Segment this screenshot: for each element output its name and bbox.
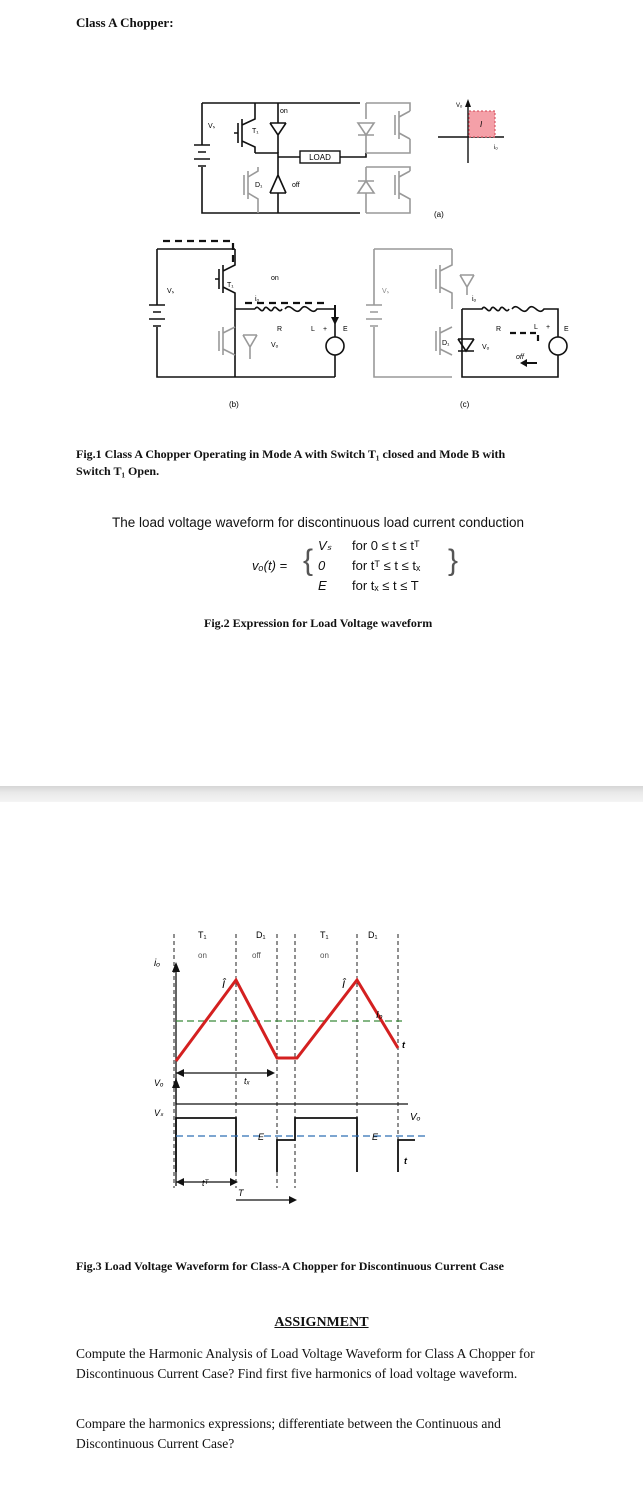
- svg-text:D₁: D₁: [256, 930, 266, 940]
- svg-text:L: L: [311, 326, 315, 333]
- svg-text:Vₛ: Vₛ: [208, 123, 216, 130]
- svg-text:off: off: [292, 182, 300, 189]
- equation-conditions: for 0 ≤ t ≤ tᵀ for tᵀ ≤ t ≤ tₓ for tₓ ≤ t ≤ T: [352, 538, 421, 593]
- svg-text:E: E: [372, 1132, 379, 1142]
- svg-text:T₁: T₁: [320, 930, 329, 940]
- svg-text:E: E: [258, 1132, 265, 1142]
- svg-text:Vₒ: Vₒ: [410, 1112, 421, 1123]
- svg-text:L: L: [534, 324, 538, 331]
- svg-text:on: on: [320, 951, 329, 960]
- fig1-caption: Fig.1 Class A Chopper Operating in Mode A with Switch T₁ closed and Mode B with Switch T₁ Open.: [76, 447, 506, 478]
- svg-text:t: t: [404, 1156, 407, 1166]
- equation-brace-right: }: [448, 544, 459, 577]
- svg-text:T₁: T₁: [227, 282, 234, 289]
- svg-text:+: +: [323, 326, 328, 333]
- assignment-question-2: Compare the harmonics expressions; differentiate between the Continuous and Discontinuous Current Case?: [76, 1416, 501, 1451]
- svg-text:R: R: [277, 326, 283, 333]
- svg-text:iₒ: iₒ: [255, 296, 260, 303]
- fig2-caption: Fig.2 Expression for Load Voltage waveform: [204, 616, 433, 630]
- equation-lhs: vₒ(t) =: [252, 558, 288, 573]
- svg-text:T₁: T₁: [198, 930, 207, 940]
- svg-text:tᵀ: tᵀ: [202, 1178, 209, 1188]
- svg-text:D₁: D₁: [442, 340, 450, 347]
- svg-text:I: I: [480, 120, 483, 129]
- svg-text:iₒ: iₒ: [472, 296, 477, 303]
- svg-text:Vₒ: Vₒ: [482, 344, 490, 351]
- svg-text:iₒ: iₒ: [494, 145, 498, 151]
- svg-text:LOAD: LOAD: [309, 153, 331, 162]
- svg-text:T₁: T₁: [252, 128, 259, 135]
- svg-text:iₒ: iₒ: [154, 958, 161, 969]
- svg-text:Vₒ: Vₒ: [154, 1078, 164, 1088]
- svg-text:Vₛ: Vₛ: [382, 288, 390, 295]
- svg-text:Iₒ: Iₒ: [376, 1010, 383, 1021]
- fig1b-circuit: [145, 235, 365, 410]
- svg-text:Î: Î: [342, 979, 346, 991]
- svg-text:Vₒ: Vₒ: [456, 103, 463, 109]
- svg-text:Vₒ: Vₒ: [271, 342, 279, 349]
- fig1a-circuit: [190, 95, 520, 225]
- assignment-question-1: Compute the Harmonic Analysis of Load Voltage Waveform for Class A Chopper for Discontinuous Current Case? Find first five harmonics of load voltage waveform.: [76, 1346, 535, 1381]
- svg-text:R: R: [496, 326, 502, 333]
- fig2-intro: The load voltage waveform for discontinuous load current conduction: [112, 515, 524, 530]
- fig3-caption: Fig.3 Load Voltage Waveform for Class-A Chopper for Discontinuous Current Case: [76, 1259, 504, 1273]
- svg-text:T: T: [238, 1188, 244, 1198]
- svg-text:E: E: [343, 326, 348, 333]
- equation-values: Vₛ 0 E: [318, 538, 332, 593]
- svg-text:on: on: [271, 275, 279, 282]
- svg-text:t: t: [402, 1040, 405, 1050]
- svg-text:Vₛ: Vₛ: [154, 1108, 164, 1118]
- fig1c-circuit: [362, 235, 582, 410]
- svg-text:D₁: D₁: [255, 182, 263, 189]
- svg-text:off: off: [252, 951, 261, 960]
- svg-text:tₓ: tₓ: [244, 1076, 250, 1086]
- svg-text:D₁: D₁: [368, 930, 378, 940]
- fig3-waveform: [140, 918, 440, 1208]
- svg-text:E: E: [564, 326, 569, 333]
- svg-text:on: on: [280, 108, 288, 115]
- svg-text:(c): (c): [460, 400, 470, 409]
- svg-text:(a): (a): [434, 210, 444, 219]
- svg-text:off: off: [516, 354, 524, 361]
- svg-text:Î: Î: [222, 979, 226, 991]
- svg-text:(b): (b): [229, 400, 239, 409]
- page-separator: [0, 786, 643, 802]
- svg-text:+: +: [546, 324, 551, 331]
- doc-title: Class A Chopper:: [76, 15, 174, 30]
- assignment-title: ASSIGNMENT: [274, 1315, 369, 1330]
- svg-text:on: on: [198, 951, 207, 960]
- equation-brace: {: [303, 544, 314, 577]
- svg-text:Vₛ: Vₛ: [167, 288, 175, 295]
